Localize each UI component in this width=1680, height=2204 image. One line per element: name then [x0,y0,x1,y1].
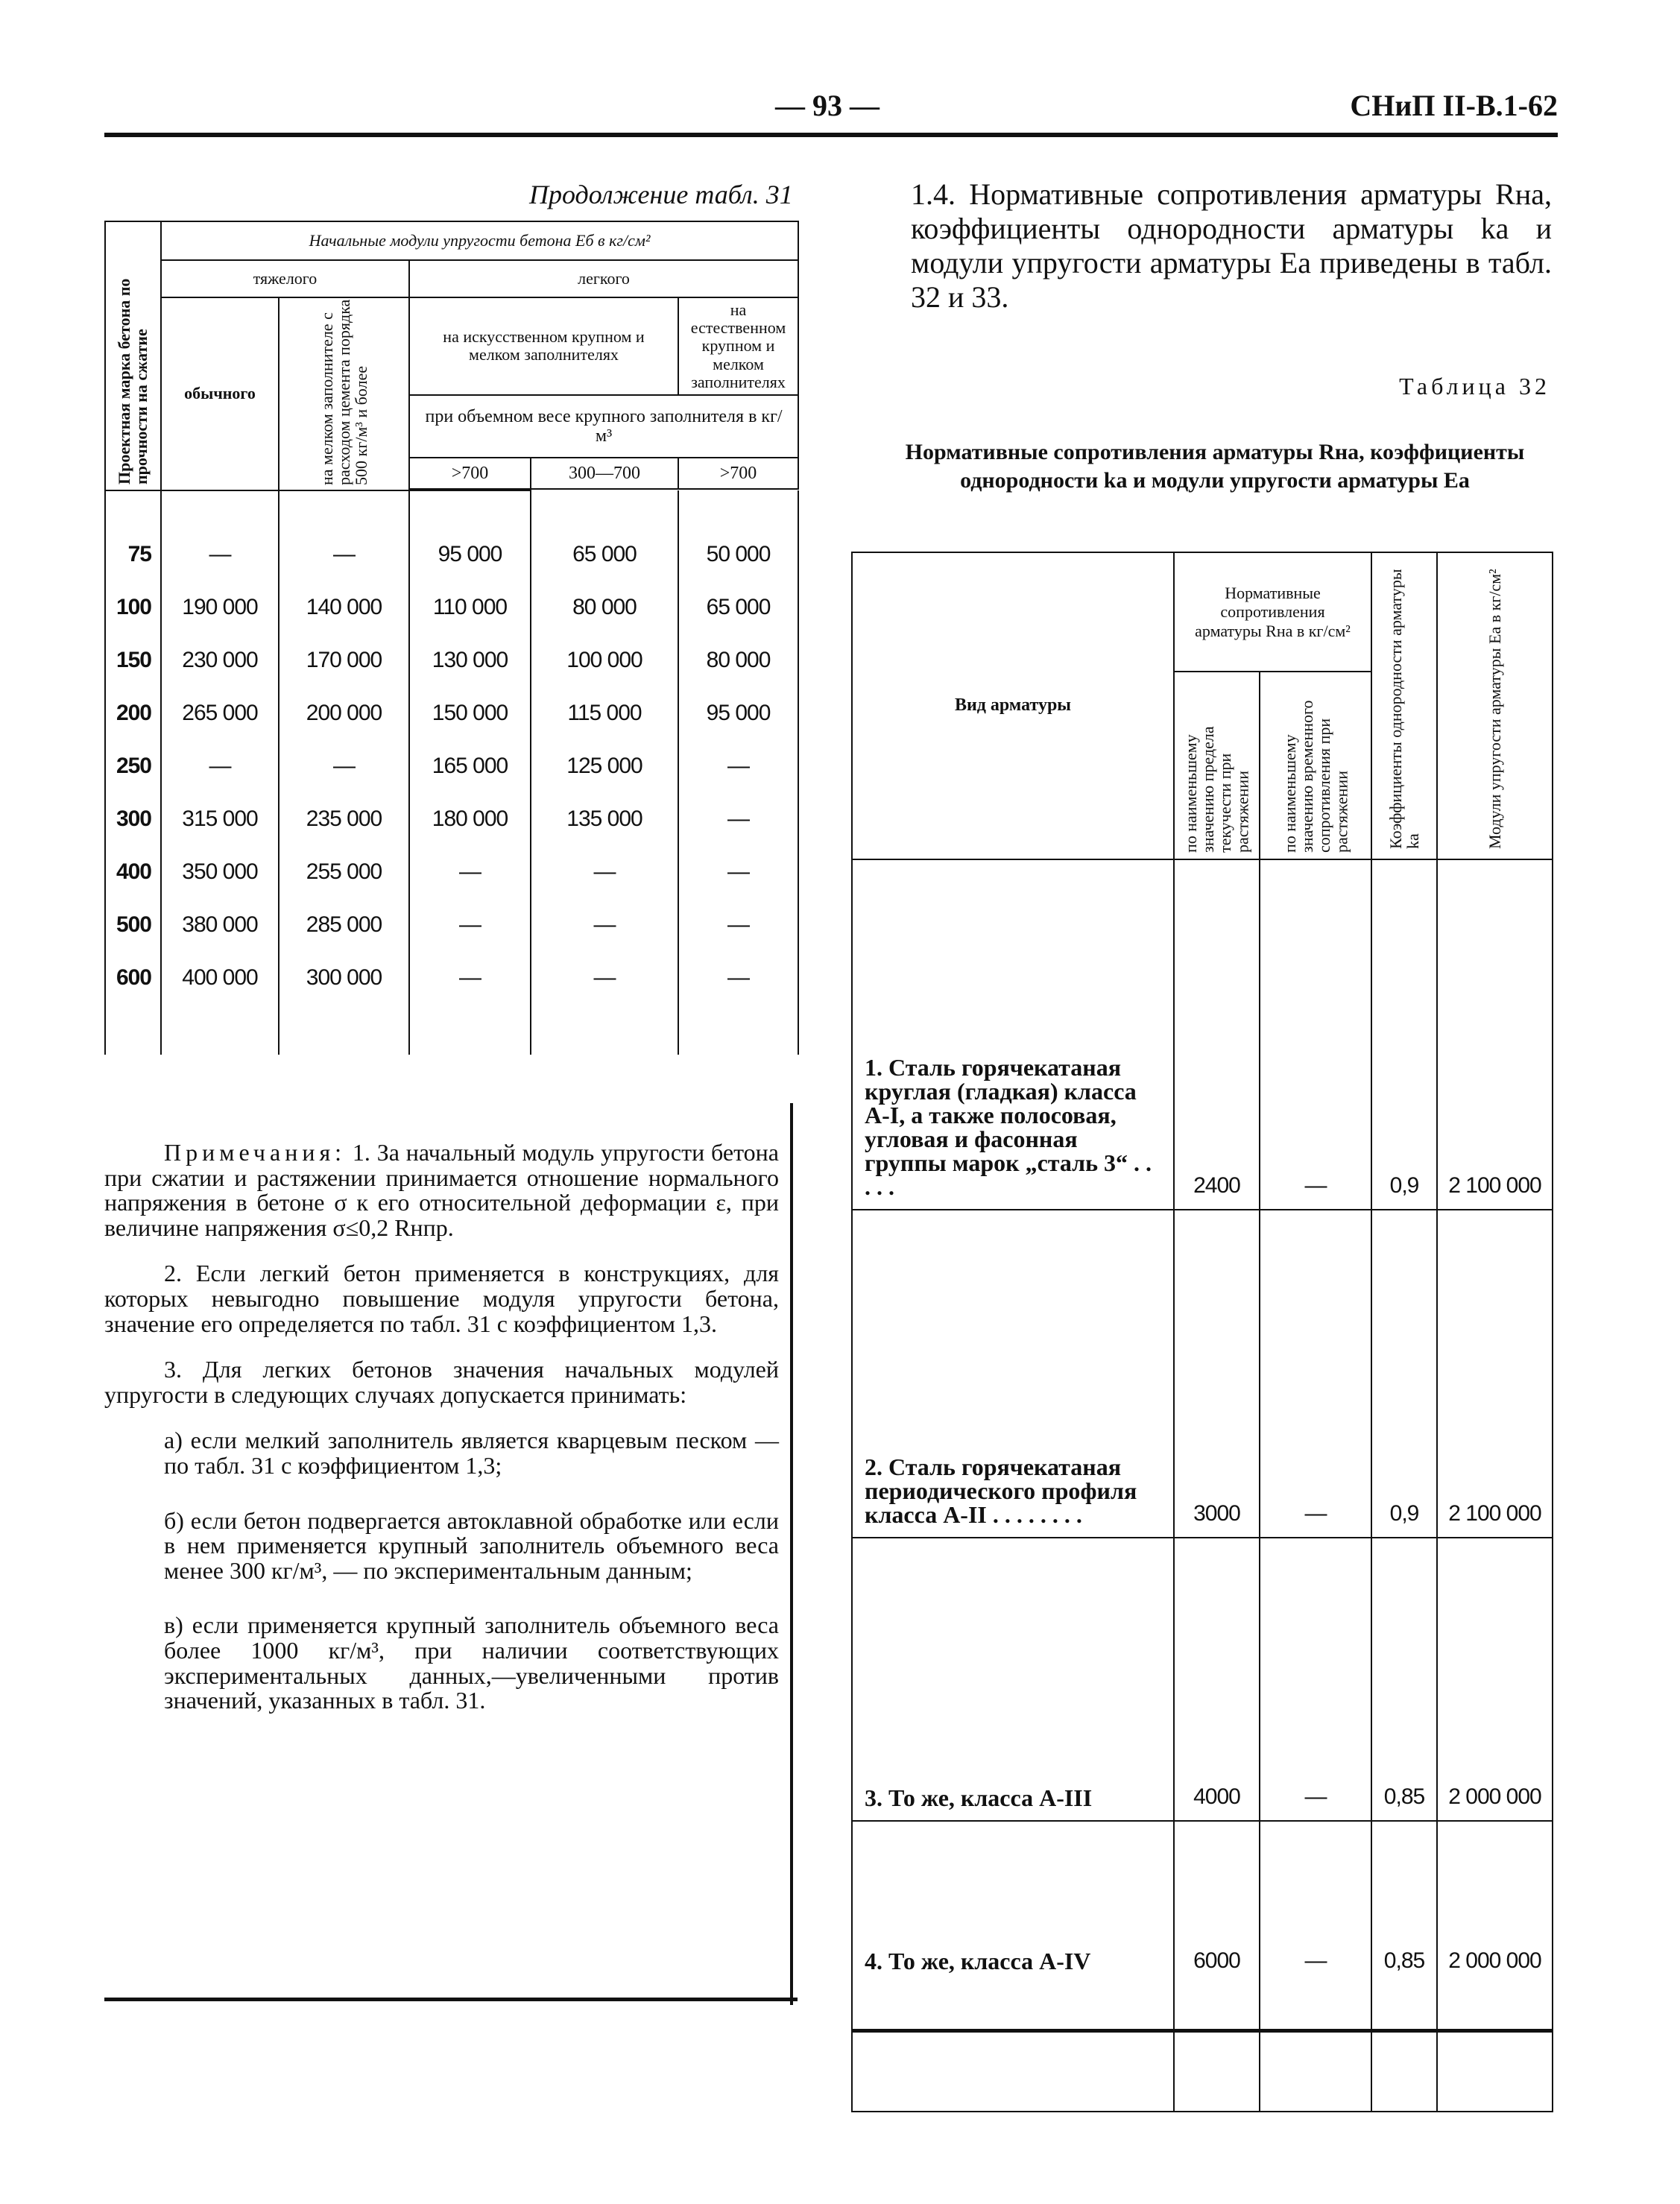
table-row: 1. Сталь горячекатаная круглая (гладкая) класса А-I, а также полосовая, угловая и фасонная группы марок „сталь 3“ . . . . . 2400 — 0,9 2 100 000 [852,859,1553,1210]
table-row: 250 — — 165 000 125 000 — [105,740,798,793]
table-31 [104,221,799,1055]
table-row: 300 315 000 235 000 180 000 135 000 — [105,793,798,846]
yield-header: по наименьшему значению предела текучести при растяжении [1174,672,1260,859]
column-divider [790,1103,793,2005]
table-row: 400 350 000 255 000 — — — [105,846,798,899]
page-header [104,88,1558,140]
table31-continuation-caption: Продолжение табл. 31 [529,180,793,209]
light-concrete-header: легкого [409,260,798,297]
e-header: Модули упругости арматуры Eа в кг/см² [1437,552,1553,859]
table31-body [105,490,798,1055]
artificial-aggregate-header: на искусственном крупном и мелком заполнителях [409,297,678,395]
table-row: 150 230 000 170 000 130 000 100 000 80 000 [105,634,798,687]
bulk-weight-header: при объемном весе крупного заполнителя в кг/м³ [409,395,798,458]
table-32 [851,552,1553,2112]
table-row: 100 190 000 140 000 110 000 80 000 65 000 [105,581,798,634]
note-3: 3. Для легких бетонов значения начальных модулей упругости в следующих случаях допускается принимать: [104,1356,779,1408]
note-3a: а) если мелкий заполнитель является кварцевым песком — по табл. 31 с коэффициентом 1,3; [164,1427,779,1479]
header-rule [104,133,1558,137]
table-row: 75 — — 95 000 65 000 50 000 [105,490,798,581]
table-row: 500 380 000 285 000 — — — [105,899,798,952]
note-3b: б) если бетон подвергается автоклавной обработке или если в нем применяется крупный заполнитель объемного веса менее 300 кг/м³, — по экспериментальным данным; [164,1506,779,1584]
section-1-4: 1.4. Нормативные сопротивления арматуры Rна, коэффициенты однородности арматуры kа и модули упругости арматуры Eа приведены в табл. 32 и 33. [911,177,1552,314]
grade-header: Проектная марка бетона по прочности на сжатие [105,221,161,490]
modulus-header: Начальные модули упругости бетона Eб в кг/см² [161,221,798,260]
notes-block [104,1140,779,1743]
table-row: 600 400 000 300 000 — — — [105,952,798,1055]
note-2: 2. Если легкий бетон применяется в конструкциях, для которых невыгодно повышение модуля упругости бетона, значение его определяется по табл. 31 с коэффициентом 1,3. [104,1260,779,1337]
heavy-concrete-header: тяжелого [161,260,409,297]
fine-aggregate-header: на мелком заполнителе с расходом цемента порядка 500 кг/м³ и более [279,297,409,490]
natural-aggregate-header: на естественном крупном и мелком заполнителях [678,297,798,395]
kind-header: Вид арматуры [852,552,1174,859]
left-bottom-rule [104,1998,798,2001]
table-row: 4. То же, класса А-IV 6000 — 0,85 2 000 000 [852,1821,1553,2112]
table32-title: Нормативные сопротивления арматуры Rна, коэффициенты однородности kа и модули упругости арматуры Eа [905,440,1525,493]
norm-resistance-header: Нормативные сопротивления арматуры Rна в кг/см² [1174,552,1371,672]
note-3c: в) если применяется крупный заполнитель объемного веса более 1000 кг/м³, при наличии соответствующих экспериментальных данных,—увеличенными против значений, указанных в табл. 31. [164,1611,779,1714]
weight-col-2: 300—700 [531,458,678,489]
weight-col-1: >700 [409,458,531,489]
table-row: 3. То же, класса А-III 4000 — 0,85 2 000 000 [852,1538,1553,1821]
page-number: — 93 — [775,89,880,122]
table32-label: Таблица 32 [1399,373,1550,400]
ordinary-header: обычного [161,297,279,490]
table-row: 200 265 000 200 000 150 000 115 000 95 000 [105,687,798,740]
right-bottom-rule [851,2029,1552,2033]
k-header: Коэффициенты однородности арматуры kа [1371,552,1437,859]
note-1: Примечания: 1. За начальный модуль упругости бетона при сжатии и растяжении принимается отношение нормального напряжения в бетоне σ к его относительной деформации ε, при величине напряжения σ≤0,2 Rнпр. [104,1139,780,1241]
table-row: 2. Сталь горячекатаная периодического профиля класса А-II . . . . . . . . 3000 — 0,9 2 100 000 [852,1210,1553,1538]
document-code: СНиП II-В.1-62 [1350,89,1558,122]
notes-label: Примечания: [164,1139,347,1166]
weight-col-3: >700 [678,458,798,489]
tensile-header: по наименьшему значению временного сопротивления при растяжении [1260,672,1371,859]
